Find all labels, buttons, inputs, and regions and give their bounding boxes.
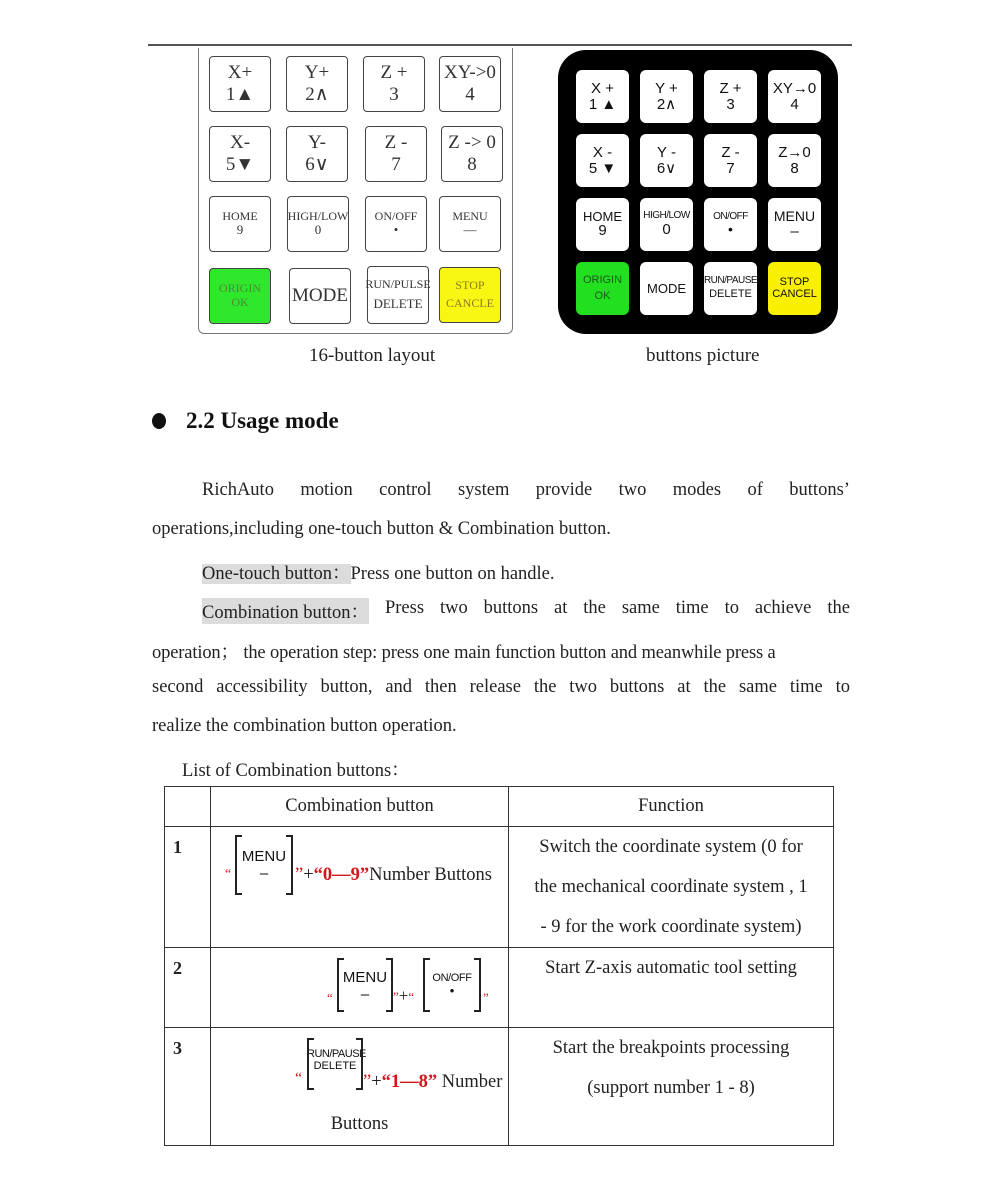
layout-key-mode: MODE: [289, 268, 351, 324]
layout-key-high-low: HIGH/LOW 0: [287, 196, 349, 252]
keypad-photo: [558, 50, 838, 334]
layout-key-on-off: ON/OFF •: [365, 196, 427, 252]
section-heading: [152, 408, 339, 434]
photo-key-x-minus: X - 5 ▼: [576, 134, 629, 187]
menu-key-glyph: MENU –: [337, 958, 393, 1008]
table-row: [165, 1028, 834, 1146]
button-layout-diagram: [198, 48, 513, 334]
combo-line-3: second accessibility button, and then release the two buttons at the same time to: [152, 677, 850, 697]
layout-key-menu: MENU —: [439, 196, 501, 252]
photo-key-mode: MODE: [640, 262, 693, 315]
function-cell: Start the breakpoints processing (support number 1 - 8): [509, 1028, 834, 1146]
intro-line-1: RichAuto motion control system provide two modes of buttons’: [202, 480, 850, 500]
layout-key-run-pulse-delete: RUN/PULSE DELETE: [367, 266, 429, 324]
intro-line-2: operations,including one-touch button & Combination button.: [152, 519, 611, 539]
function-cell: Switch the coordinate system (0 for the mechanical coordinate system , 1 - 9 for the work coordinate system): [509, 827, 834, 948]
table-header-row: [165, 787, 834, 827]
photo-key-y-plus: Y + 2∧: [640, 70, 693, 123]
header-index: [165, 787, 211, 827]
table-row: [165, 948, 834, 1028]
list-title: List of Combination buttons：: [182, 761, 410, 781]
combination-cell: “ MENU – ”+“ ON/OFF • ”: [211, 948, 509, 1028]
layout-key-origin-ok: ORIGIN OK: [209, 268, 271, 324]
photo-key-z-minus: Z - 7: [704, 134, 757, 187]
one-touch-description: One-touch button：Press one button on handle.: [202, 564, 555, 584]
layout-key-z-plus: Z + 3: [363, 56, 425, 112]
row-number: 1: [165, 827, 211, 948]
combo-line-1: Combination button： Press two buttons at the same time to achieve the: [202, 598, 850, 623]
layout-key-z-zero: Z -> 0 8: [441, 126, 503, 182]
page-top-rule: [148, 44, 852, 46]
header-combination: Combination button: [211, 787, 509, 827]
layout-key-xy-zero: XY->0 4: [439, 56, 501, 112]
layout-key-z-minus: Z - 7: [365, 126, 427, 182]
photo-key-menu: MENU –: [768, 198, 821, 251]
layout-key-y-minus: Y- 6∨: [286, 126, 348, 182]
layout-key-x-plus: X+ 1▲: [209, 56, 271, 112]
on-off-key-glyph: ON/OFF •: [423, 958, 481, 1008]
menu-key-glyph: MENU –: [235, 835, 293, 891]
photo-caption: buttons picture: [646, 345, 760, 366]
combo-label: Combination button：: [202, 598, 369, 624]
photo-key-z-plus: Z + 3: [704, 70, 757, 123]
run-pause-delete-key-glyph: RUN/PAUSE DELETE: [307, 1038, 363, 1086]
combo-line-4: realize the combination button operation.: [152, 716, 457, 736]
layout-key-home: HOME 9: [209, 196, 271, 252]
table-row: [165, 827, 834, 948]
photo-key-high-low: HIGH/LOW 0: [640, 198, 693, 251]
photo-key-on-off: ON/OFF •: [704, 198, 757, 251]
photo-key-stop-cancel: STOP CANCEL: [768, 262, 821, 315]
row-number: 2: [165, 948, 211, 1028]
combo-line-2: operation； the operation step: press one main function button and meanwhile press a: [152, 643, 776, 663]
photo-key-run-pause-delete: RUN/PAUSE DELETE: [704, 262, 757, 315]
photo-key-home: HOME 9: [576, 198, 629, 251]
function-cell: Start Z-axis automatic tool setting: [509, 948, 834, 1028]
layout-caption: 16-button layout: [309, 345, 436, 366]
photo-key-y-minus: Y - 6∨: [640, 134, 693, 187]
photo-key-x-plus: X + 1 ▲: [576, 70, 629, 123]
layout-key-stop-cancel: STOP CANCLE: [439, 267, 501, 323]
section-heading-text: 2.2 Usage mode: [186, 408, 339, 433]
layout-key-x-minus: X- 5▼: [209, 126, 271, 182]
header-function: Function: [509, 787, 834, 827]
photo-key-xy-zero: XY→0 4: [768, 70, 821, 123]
combination-cell: “ MENU – ”+“0—9”Number Buttons: [211, 827, 509, 948]
one-touch-label: One-touch button：: [202, 564, 351, 584]
photo-key-z-zero: Z→0 8: [768, 134, 821, 187]
layout-key-y-plus: Y+ 2∧: [286, 56, 348, 112]
row-number: 3: [165, 1028, 211, 1146]
bullet-icon: [152, 413, 166, 429]
combination-buttons-table: [164, 786, 834, 1146]
combination-cell: “ RUN/PAUSE DELETE ”+“1—8” Number Buttons: [211, 1028, 509, 1146]
photo-key-origin-ok: ORIGIN OK: [576, 262, 629, 315]
